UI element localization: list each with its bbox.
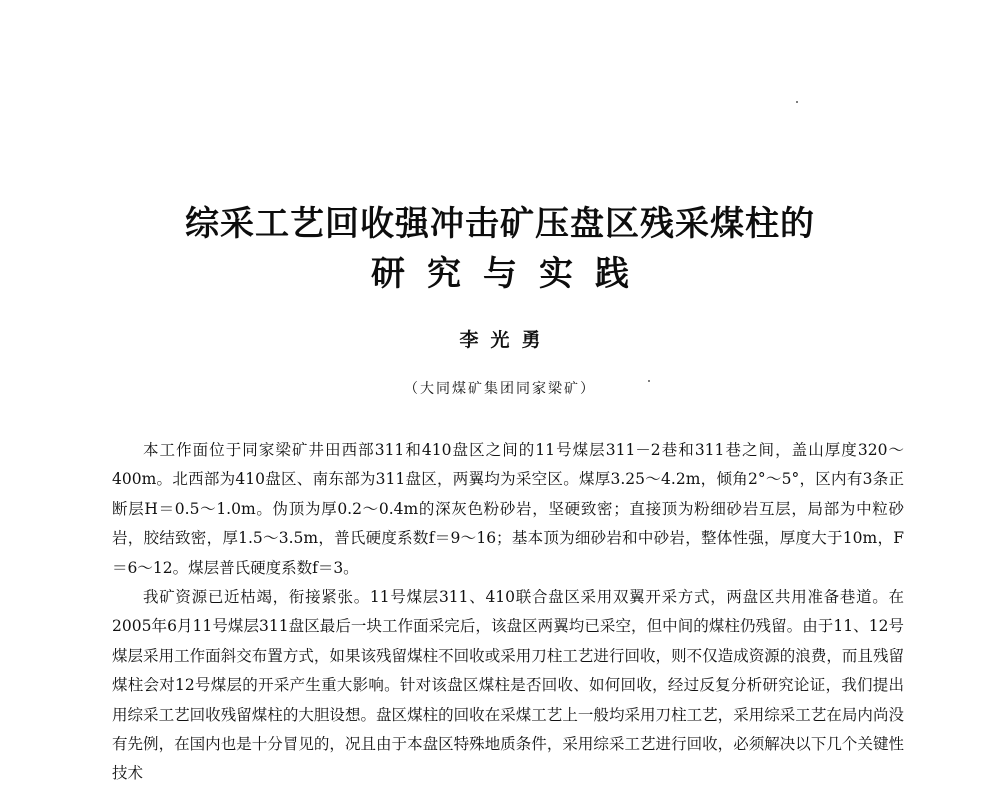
- scan-speck: [648, 380, 650, 382]
- paragraph-1: 本工作面位于同家梁矿井田西部311和410盘区之间的11号煤层311－2巷和311巷之间，盖山厚度320～400m。北西部为410盘区、南东部为311盘区，两翼均为采空区。煤厚3.25～4.2m，倾角2°～5°，区内有3条正断层H＝0.5～1.0m。伪顶为厚0.2～0.4m的深灰色粉砂岩，坚硬致密；直接顶为粉细砂岩互层，局部为中粒砂岩，胶结致密，厚1.5～3.5m，普氏硬度系数f＝9～16；基本顶为细砂岩和中砂岩，整体性强，厚度大于10m，F＝6～12。煤层普氏硬度系数f＝3。: [112, 441, 904, 577]
- paragraph-2: 我矿资源已近枯竭，衔接紧张。11号煤层311、410联合盘区采用双翼开采方式，两盘区共用准备巷道。在2005年6月11号煤层311盘区最后一块工作面采完后，该盘区两翼均已采空，但中间的煤柱仍残留。由于11、12号煤层采用工作面斜交布置方式，如果该残留煤柱不回收或采用刀柱工艺进行回收，则不仅造成资源的浪费，而且残留煤柱会对12号煤层的开采产生重大影响。针对该盘区煤柱是否回收、如何回收，经过反复分析研究论证，我们提出用综采工艺回收残留煤柱的大胆设想。盘区煤柱的回收在采煤工艺上一般均采用刀柱工艺，采用综采工艺在局内尚没有先例，在国内也是十分冒见的，况且由于本盘区特殊地质条件，采用综采工艺进行回收，必须解决以下几个关键性技术: [112, 588, 904, 783]
- scan-speck: [796, 101, 798, 103]
- author-affiliation: （大同煤矿集团同家梁矿）: [404, 381, 596, 397]
- article-title-line-1: 综采工艺回收强冲击矿压盘区残采煤柱的: [185, 204, 815, 244]
- body-text: [112, 436, 904, 789]
- author-name: 李光勇: [459, 329, 553, 351]
- article-title-line-2: 研究与实践: [371, 254, 651, 294]
